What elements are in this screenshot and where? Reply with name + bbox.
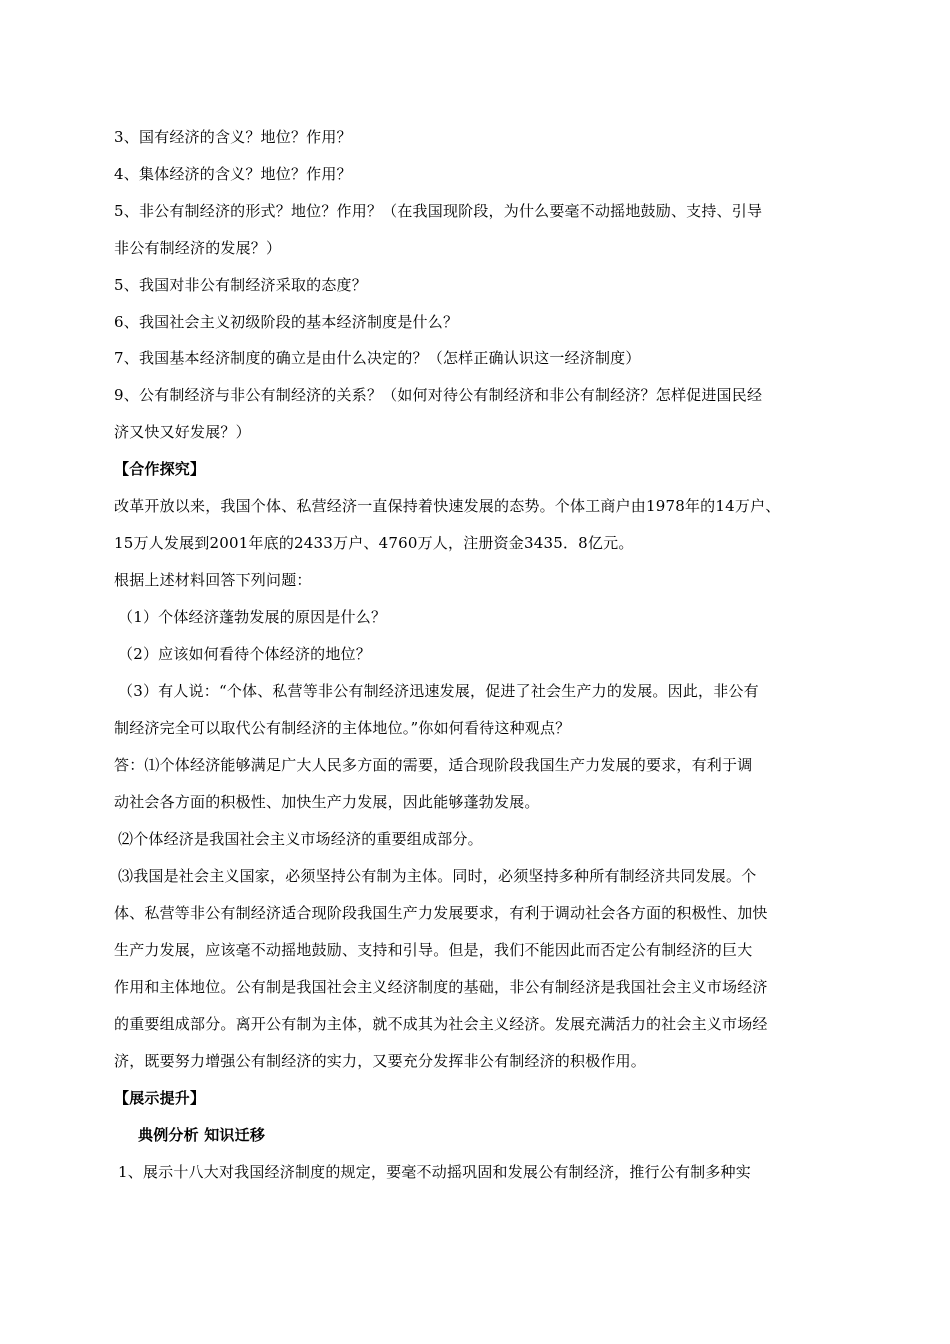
answer-2: ⑵个体经济是我国社会主义市场经济的重要组成部分。: [118, 830, 483, 848]
sub-question-3-line-1: （3）有人说：“个体、私营等非公有制经济迅速发展，促进了社会生产力的发展。因此，非公有: [118, 682, 759, 700]
question-5a-line-2: 非公有制经济的发展？）: [114, 239, 282, 257]
display-heading: 【展示提升】: [114, 1089, 206, 1107]
answer-3-line-5: 的重要组成部分。离开公有制为主体，就不成其为社会主义经济。发展充满活力的社会主义市场经: [114, 1015, 768, 1033]
question-5a-line-1: 5、非公有制经济的形式？地位？作用？（在我国现阶段，为什么要毫不动摇地鼓励、支持、引导: [114, 202, 763, 220]
answer-1-line-1: 答：⑴个体经济能够满足广大人民多方面的需要，适合现阶段我国生产力发展的要求，有利于调: [114, 756, 753, 774]
answer-3-line-3: 生产力发展，应该毫不动摇地鼓励、支持和引导。但是，我们不能因此而否定公有制经济的巨大: [114, 941, 753, 959]
question-4: 4、集体经济的含义？地位？作用？: [114, 165, 352, 183]
sub-question-3-line-2: 制经济完全可以取代公有制经济的主体地位。”你如何看待这种观点？: [114, 719, 571, 737]
answer-1-line-2: 动社会各方面的积极性、加快生产力发展，因此能够蓬勃发展。: [114, 793, 540, 811]
answer-3-line-1: ⑶我国是社会主义国家，必须坚持公有制为主体。同时，必须坚持多种所有制经济共同发展。个: [118, 867, 757, 885]
display-item-1: 1、展示十八大对我国经济制度的规定，要毫不动摇巩固和发展公有制经济，推行公有制多种实: [118, 1163, 751, 1181]
question-9-line-1: 9、公有制经济与非公有制经济的关系？（如何对待公有制经济和非公有制经济？怎样促进国民经: [114, 386, 763, 404]
question-7: 7、我国基本经济制度的确立是由什么决定的？（怎样正确认识这一经济制度）: [114, 349, 641, 367]
material-prompt: 根据上述材料回答下列问题：: [114, 571, 312, 589]
question-9-line-2: 济又快又好发展？）: [114, 423, 251, 441]
cooperation-heading: 【合作探究】: [114, 460, 206, 478]
material-line-2: 15万人发展到2001年底的2433万户、4760万人，注册资金3435．8亿元。: [114, 534, 634, 552]
answer-3-line-4: 作用和主体地位。公有制是我国社会主义经济制度的基础，非公有制经济是我国社会主义市场经济: [114, 978, 768, 996]
question-5b: 5、我国对非公有制经济采取的态度？: [114, 276, 367, 294]
display-subheading: 典例分析 知识迁移: [138, 1126, 266, 1144]
material-line-1: 改革开放以来，我国个体、私营经济一直保持着快速发展的态势。个体工商户由1978年的14万户、: [114, 497, 781, 515]
answer-3-line-2: 体、私营等非公有制经济适合现阶段我国生产力发展要求，有利于调动社会各方面的积极性、加快: [114, 904, 768, 922]
sub-question-2: （2）应该如何看待个体经济的地位？: [118, 645, 371, 663]
question-6: 6、我国社会主义初级阶段的基本经济制度是什么？: [114, 313, 459, 331]
answer-3-line-6: 济，既要努力增强公有制经济的实力，又要充分发挥非公有制经济的积极作用。: [114, 1052, 647, 1070]
question-3: 3、国有经济的含义？地位？作用？: [114, 128, 352, 146]
sub-question-1: （1）个体经济蓬勃发展的原因是什么？: [118, 608, 387, 626]
